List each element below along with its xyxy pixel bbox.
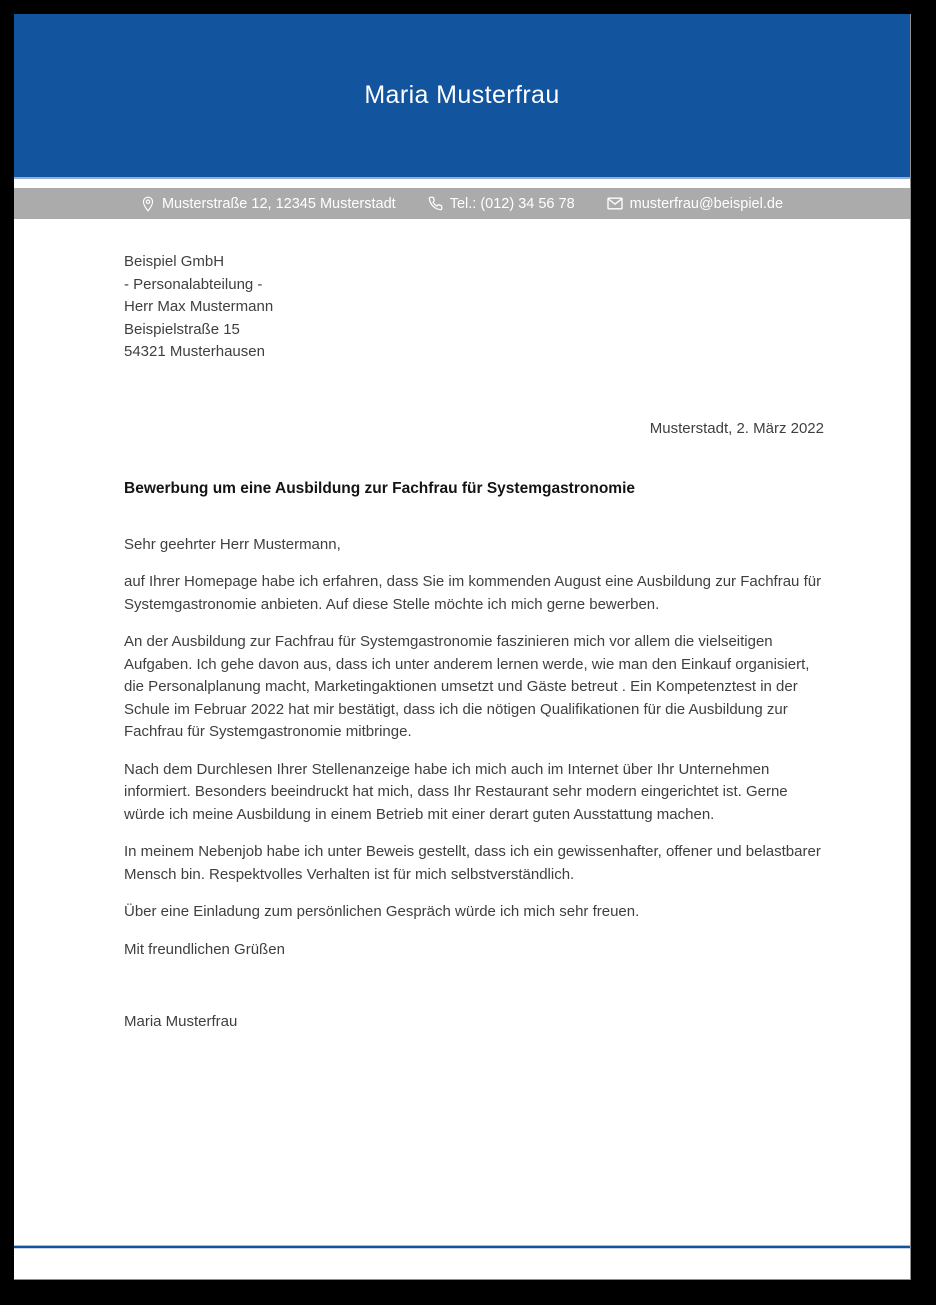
contact-phone xyxy=(428,196,575,212)
closing-formula: Mit freundlichen Grüßen xyxy=(124,940,285,958)
recipient-line: Beispielstraße 15 xyxy=(124,320,240,338)
paragraph: In meinem Nebenjob habe ich unter Beweis gestellt, dass ich ein gewissenhafter, offener und belastbarer Mensch bin. Respektvolles Verhalten ist für mich selbstverständlich. xyxy=(124,843,821,883)
contact-address-label: Musterstraße 12, 12345 Musterstadt xyxy=(161,195,396,212)
contact-phone-label: Tel.: (012) 34 56 78 xyxy=(449,195,575,212)
contact-address xyxy=(141,196,396,212)
envelope-icon xyxy=(607,197,623,210)
letter-body xyxy=(14,251,910,1034)
letter-page xyxy=(14,14,911,1280)
recipient-line: 54321 Musterhausen xyxy=(124,343,265,360)
subject-line: Bewerbung um eine Ausbildung zur Fachfrau für Systemgastronomie xyxy=(124,480,635,497)
salutation: Sehr geehrter Herr Mustermann, xyxy=(124,535,341,553)
phone-icon xyxy=(428,196,443,211)
page-header xyxy=(14,14,910,179)
signature-name: Maria Musterfrau xyxy=(124,1013,238,1030)
contact-email-label: musterfrau@beispiel.de xyxy=(629,195,784,212)
contact-email xyxy=(607,196,783,212)
recipient-line: Beispiel GmbH xyxy=(124,253,225,270)
paragraph: Über eine Einladung zum persönlichen Gespräch würde ich mich sehr freuen. xyxy=(124,903,640,920)
date-line: Musterstadt, 2. März 2022 xyxy=(649,419,824,437)
page-title: Maria Musterfrau xyxy=(364,81,560,109)
recipient-line: Herr Max Mustermann xyxy=(124,298,274,315)
paragraph: Nach dem Durchlesen Ihrer Stellenanzeige habe ich mich auch im Internet über Ihr Unternehmen informiert. Besonders beeindruckt hat mich, dass Ihr Restaurant sehr modern eingerichtet ist. Gerne würde ich meine Ausbildung in einem Betrieb mit einer derart guten Ausstattung machen. xyxy=(124,760,788,823)
paragraph: auf Ihrer Homepage habe ich erfahren, dass Sie im kommenden August eine Ausbildung zur Fachfrau für Systemgastronomie anbieten. Auf diese Stelle möchte ich mich gerne bewerben. xyxy=(124,573,822,613)
location-pin-icon xyxy=(141,196,155,212)
footer-accent-line xyxy=(14,1245,910,1249)
recipient-address-block xyxy=(124,251,824,364)
paragraph: An der Ausbildung zur Fachfrau für Systemgastronomie faszinieren mich vor allem die vielseitigen Aufgaben. Ich gehe davon aus, dass ich unter anderem lernen werde, wie man den Einkauf organisiert, die Personalplanung macht, Marketingaktionen umsetzt und Gäste betreut . Ein Kompetenztest in der Schule im Februar 2022 hat mir bestätigt, dass ich die nötigen Qualifikationen für die Ausbildung zur Fachfrau für Systemgastronomie mitbringe. xyxy=(124,633,810,740)
recipient-line: - Personalabteilung - xyxy=(124,275,263,293)
contact-bar xyxy=(14,188,910,219)
